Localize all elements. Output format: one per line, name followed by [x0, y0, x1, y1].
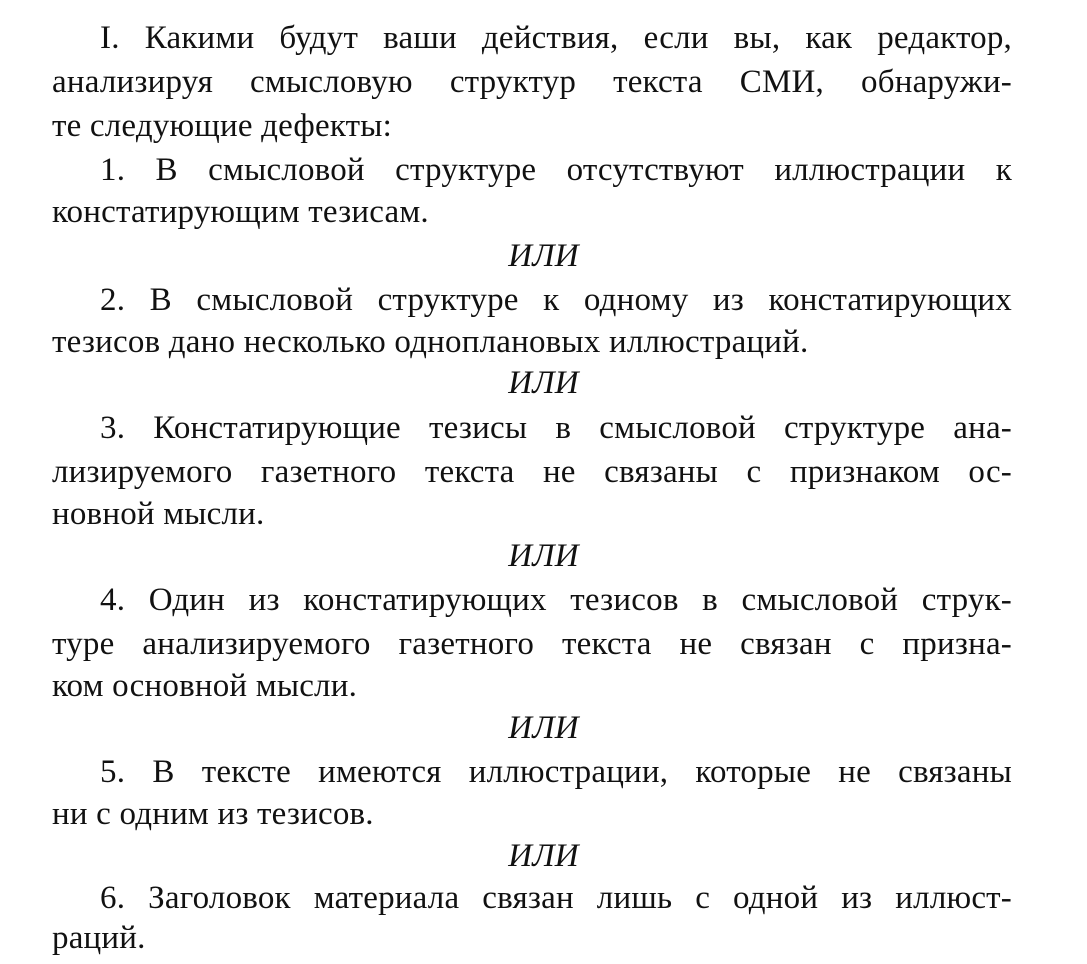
item-3-line-1: 3. Констатирующие тезисы в смысловой структуре ана-: [100, 410, 1012, 446]
item-2-line-1: 2. В смысловой структуре к одному из констатирующих: [100, 282, 1012, 318]
item-4-line-2: туре анализируемого газетного текста не связан с призна-: [52, 626, 1012, 662]
item-5-line-2: ни с одним из тезисов.: [52, 796, 374, 832]
item-6-line-1: 6. Заголовок материала связан лишь с одной из иллюст-: [100, 880, 1012, 916]
item-5-line-1: 5. В тексте имеются иллюстрации, которые не связаны: [100, 754, 1012, 790]
question-line-3: те следующие дефекты:: [52, 108, 392, 144]
item-2-line-2: тезисов дано несколько одноплановых иллюстраций.: [52, 324, 809, 360]
item-1-line-2: констатирующим тезисам.: [52, 194, 429, 230]
item-4-line-1: 4. Один из констатирующих тезисов в смысловой струк-: [100, 582, 1012, 618]
question-line-2: анализируя смысловую структур текста СМИ, обнаружи-: [52, 64, 1012, 100]
separator-ili: ИЛИ: [508, 538, 579, 574]
item-4-line-3: ком основной мысли.: [52, 668, 358, 704]
separator-ili: ИЛИ: [508, 365, 579, 401]
item-6-line-2: раций.: [52, 920, 146, 956]
separator-ili: ИЛИ: [508, 838, 579, 874]
separator-ili: ИЛИ: [508, 710, 579, 746]
item-3-line-3: новной мысли.: [52, 496, 265, 532]
separator-ili: ИЛИ: [508, 238, 579, 274]
item-1-line-1: 1. В смысловой структуре отсутствуют иллюстрации к: [100, 152, 1012, 188]
item-3-line-2: лизируемого газетного текста не связаны с признаком ос-: [52, 454, 1012, 490]
question-line-1: I. Какими будут ваши действия, если вы, как редактор,: [100, 20, 1012, 56]
